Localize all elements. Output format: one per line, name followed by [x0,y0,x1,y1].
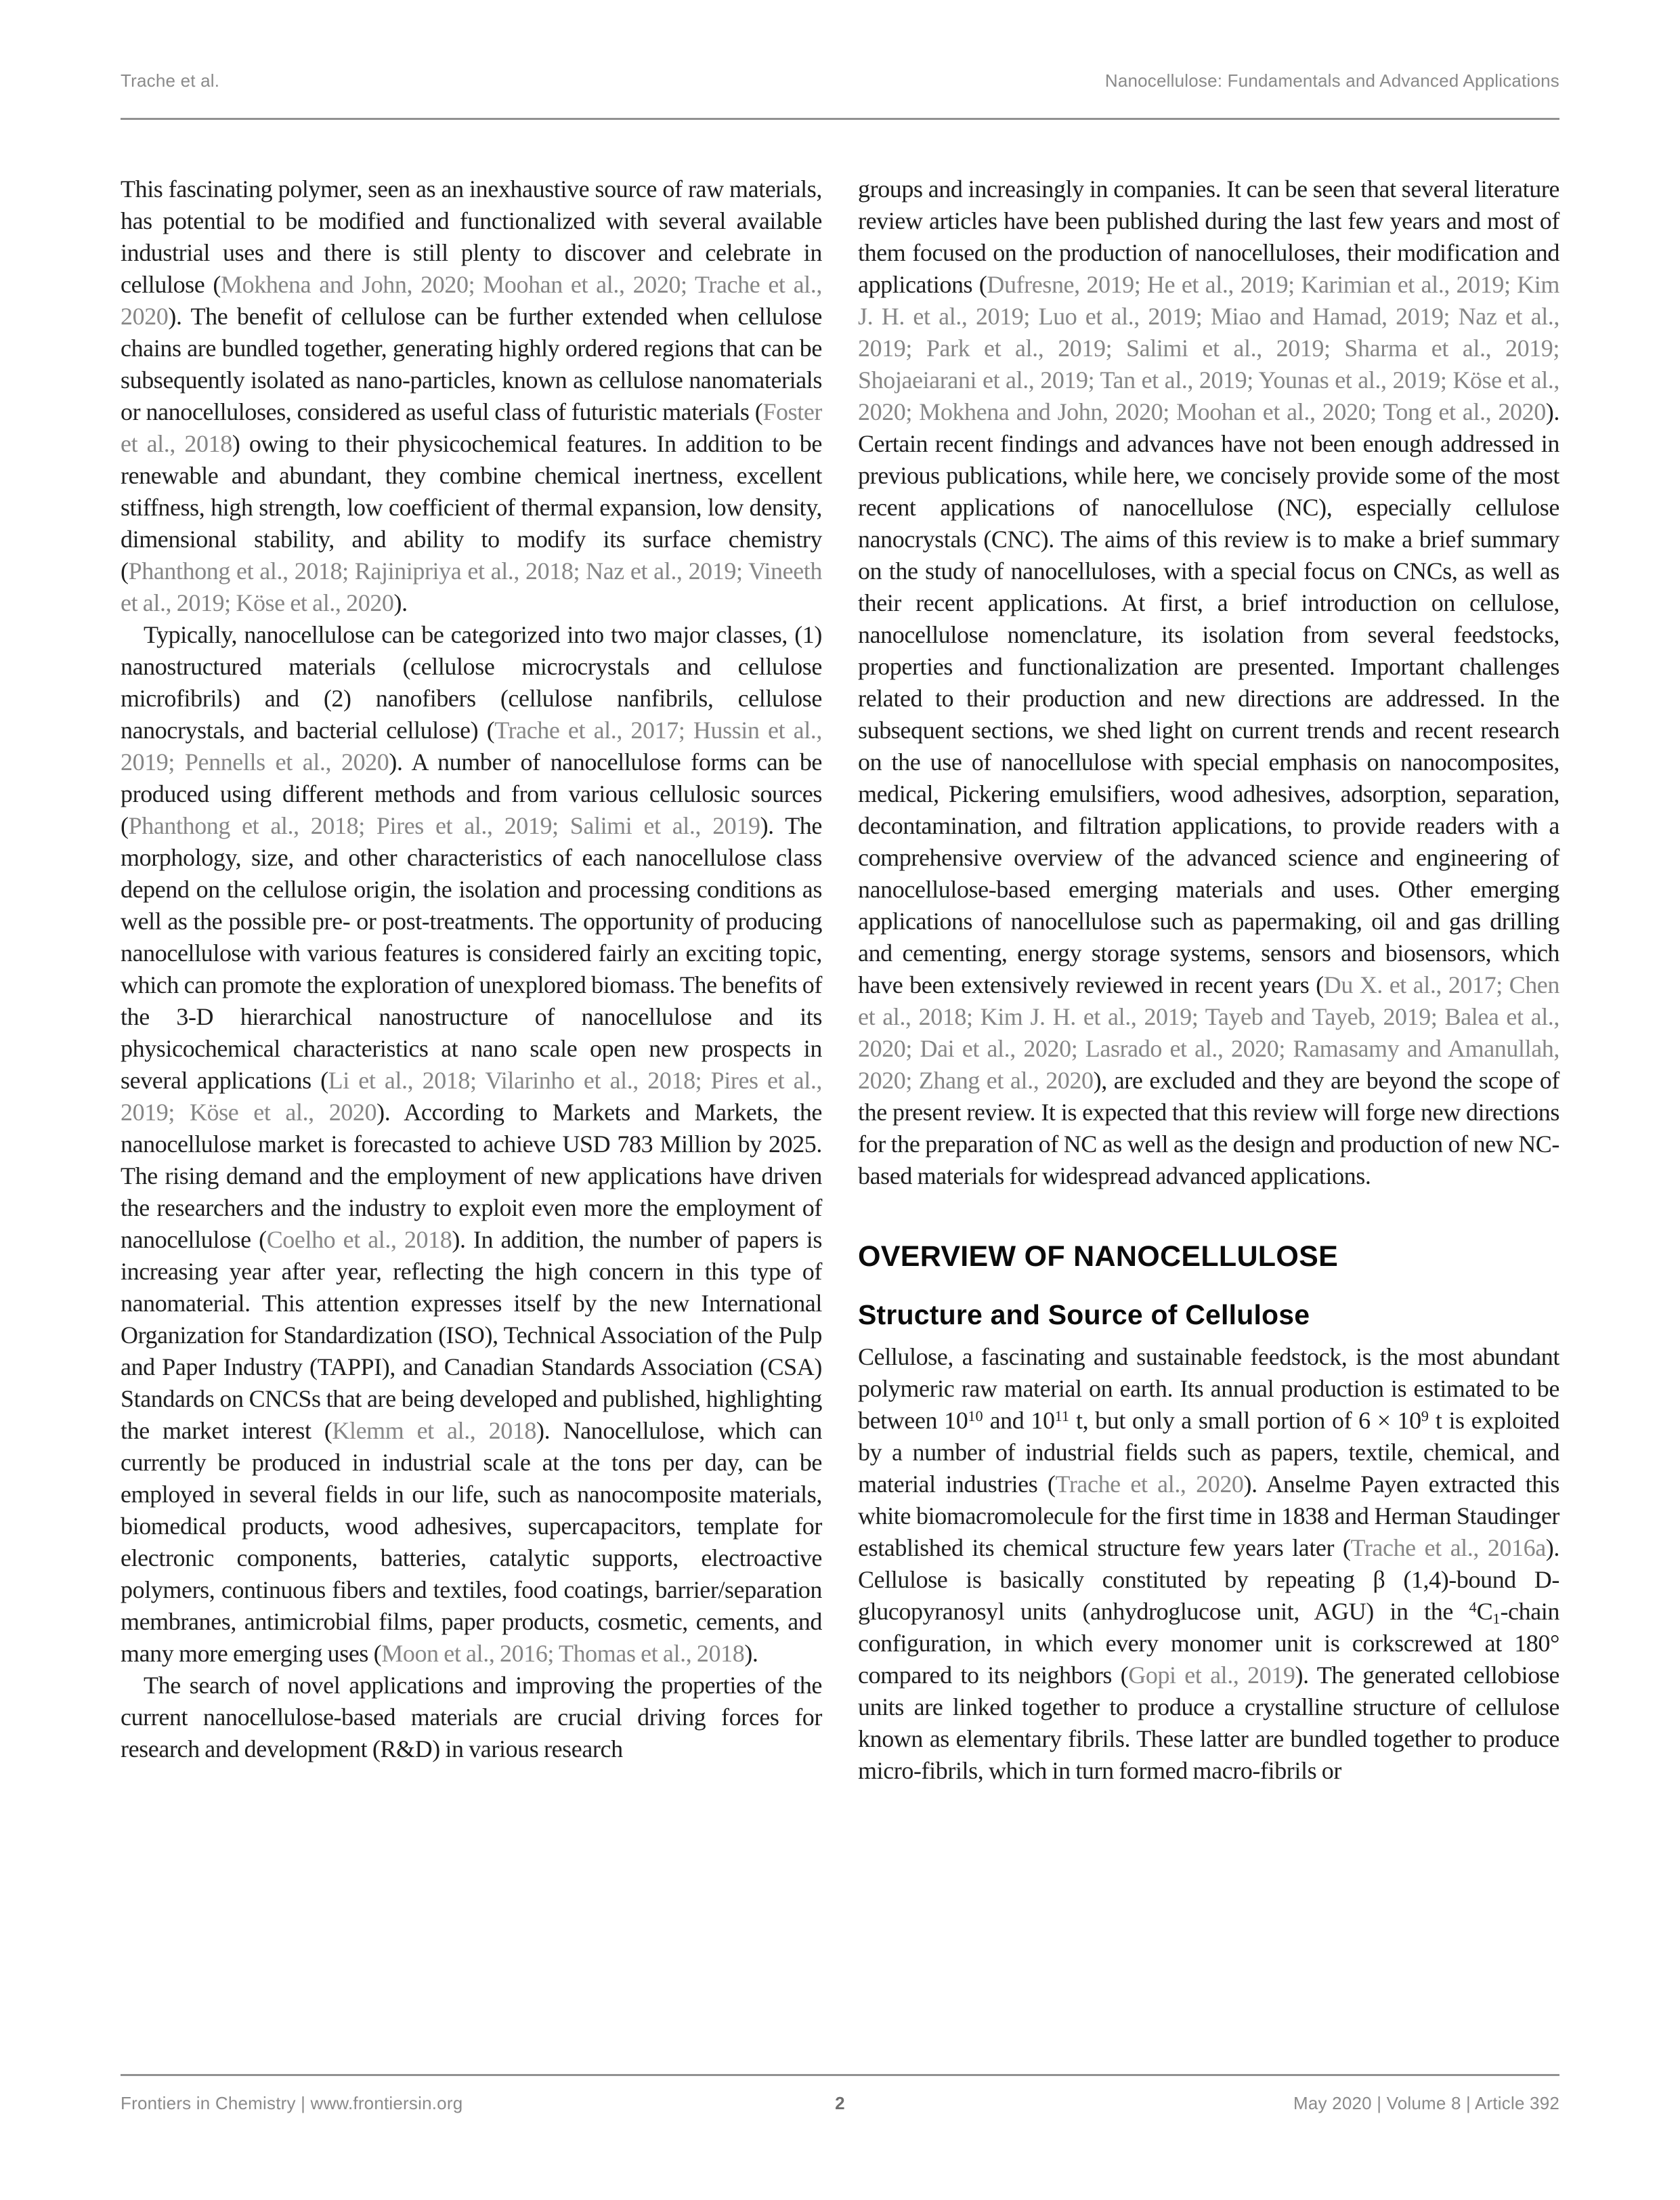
paragraph: Typically, nanocellulose can be categorized into two major classes, (1) nanostructured materials (cellulose microcrystals and cellulose microfibrils) and (2) nanofibers (cellulose nanfibrils, cellulose nanocrystals, and bacterial cellulose) (Trache et al., 2017; Hussin et al., 2019; Pennells et al., 2020). A number of nanocellulose forms can be produced using different methods and from various cellulosic sources (Phanthong et al., 2018; Pires et al., 2019; Salimi et al., 2019). The morphology, size, and other characteristics of each nanocellulose class depend on the cellulose origin, the isolation and processing conditions as well as the possible pre- or post-treatments. The opportunity of producing nanocellulose with various features is considered fairly an exciting topic, which can promote the exploration of unexplored biomass. The benefits of the 3-D hierarchical nanostructure of nanocellulose and its physicochemical characteristics at nano scale open new prospects in several applications (Li et al., 2018; Vilarinho et al., 2018; Pires et al., 2019; Köse et al., 2020). According to Markets and Markets, the nanocellulose market is forecasted to achieve USD 783 Million by 2025. The rising demand and the employment of new applications have driven the researchers and the industry to exploit even more the employment of nanocellulose (Coelho et al., 2018). In addition, the number of papers is increasing year after year, reflecting the high concern in this type of nanomaterial. This attention expresses itself by the new International Organization for Standardization (ISO), Technical Association of the Pulp and Paper Industry (TAPPI), and Canadian Standards Association (CSA) Standards on CNCSs that are being developed and published, highlighting the market interest (Klemm et al., 2018). Nanocellulose, which can currently be produced in industrial scale at the tons per day, can be employed in several fields in our life, such as nanocomposite materials, biomedical products, wood adhesives, supercapacitors, template for electronic components, batteries, catalytic supports, electroactive polymers, continuous fibers and textiles, food coatings, barrier/separation membranes, antimicrobial films, paper products, cosmetic, cements, and many more emerging uses (Moon et al., 2016; Thomas et al., 2018). [121,621,823,1667]
superscript: 4 [1469,1598,1477,1615]
header-running-title: Nanocellulose: Fundamentals and Advanced Applications [1104,70,1559,91]
paragraph: groups and increasingly in companies. It can be seen that several literature review articles have been published during the last few years and most of them focused on the production of nanocelluloses, their modification and applications (Dufresne, 2019; He et al., 2019; Karimian et al., 2019; Kim J. H. et al., 2019; Luo et al., 2019; Miao and Hamad, 2019; Naz et al., 2019; Park et al., 2019; Salimi et al., 2019; Sharma et al., 2019; Shojaeiarani et al., 2019; Tan et al., 2019; Younas et al., 2019; Köse et al., 2020; Mokhena and John, 2020; Moohan et al., 2020; Tong et al., 2020). Certain recent findings and advances have not been enough addressed in previous publications, while here, we concisely provide some of the most recent applications of nanocellulose (NC), especially cellulose nanocrystals (CNC). The aims of this review is to make a brief summary on the study of nanocelluloses, with a special focus on CNCs, as well as their recent applications. At first, a brief introduction on cellulose, nanocellulose nomenclature, its isolation from several feedstocks, properties and functionalization are presented. Important challenges related to their production and new directions are addressed. In the subsequent sections, we shed light on current trends and recent research on the use of nanocellulose with special emphasis on nanocomposites, medical, Pickering emulsifiers, wood adhesives, adsorption, separation, decontamination, and filtration applications, to provide readers with a comprehensive overview of the advanced science and engineering of nanocellulose-based emerging materials and uses. Other emerging applications of nanocellulose such as papermaking, oil and gas drilling and cementing, energy storage systems, sensors and biosensors, which have been extensively reviewed in recent years (Du X. et al., 2017; Chen et al., 2018; Kim J. H. et al., 2019; Tayeb and Tayeb, 2019; Balea et al., 2020; Dai et al., 2020; Lasrado et al., 2020; Ramasamy and Amanullah, 2020; Zhang et al., 2020), are excluded and they are beyond the scope of the present review. It is expected that this review will forge new directions for the preparation of NC as well as the design and production of new NC-based materials for widespread advanced applications. [858,175,1559,1189]
footer-page-number: 2 [835,2093,845,2113]
citation: Trache et al., 2020 [1055,1471,1244,1498]
citation: Li et al., 2018; Vilarinho et al., 2018; Pires et al., 2019; Köse et al., 2020 [121,1067,823,1126]
header-author: Trache et al. [121,70,220,91]
citation: Mokhena and John, 2020; Moohan et al., 2020; Trache et al., 2020 [121,271,822,330]
right-column [858,173,1559,1787]
citation: Coelho et al., 2018 [266,1226,452,1253]
superscript: 10 [968,1407,983,1424]
subsection-heading: Structure and Source of Cellulose [858,1299,1310,1330]
footer-journal: Frontiers in Chemistry | www.frontiersin.org [121,2093,463,2113]
paragraph: The search of novel applications and improving the properties of the current nanocellulose-based materials are crucial driving forces for research and development (R&D) in various research [121,1672,822,1762]
page-footer [121,2093,1559,2114]
footer-issue: May 2020 | Volume 8 | Article 392 [1293,2093,1560,2113]
citation: Foster et al., 2018 [121,398,822,457]
superscript: 9 [1421,1407,1429,1424]
left-column [121,173,822,1765]
section-heading: OVERVIEW OF NANOCELLULOSE [858,1240,1339,1273]
citation: Phanthong et al., 2018; Rajinipriya et al., 2018; Naz et al., 2019; Vineeth et al., 2019; Köse et al., 2020 [121,557,822,616]
citation: Klemm et al., 2018 [332,1417,537,1444]
paragraph: Cellulose, a fascinating and sustainable feedstock, is the most abundant polymeric raw material on earth. Its annual production is estimated to be between $10^{10}$ and $10^{11}$ t, but only a small portion of $6 \times 10^9$ t is exploited by a number of industrial fields such as papers, textile, chemical, and material industries (Trache et al., 2020). Anselme Payen extracted this white biomacromolecule for the first time in 1838 and Herman Staudinger established its chemical structure few years later (Trache et al., 2016a). Cellulose is basically constituted by repeating β (1,4)-bound D-glucopyranosyl units (anhydroglucose unit, AGU) in the $^4C_1$-chain configuration, in which every monomer unit is corkscrewed at 180° compared to its neighbors (Gopi et al., 2019). The generated cellobiose units are linked together to produce a crystalline structure of cellulose known as elementary fibrils. These latter are bundled together to produce micro-fibrils, which in turn formed macro-fibrils or [858,1343,1560,1784]
citation: Trache et al., 2017; Hussin et al., 2019; Pennells et al., 2020 [121,717,822,776]
footer-divider [121,2074,1559,2076]
citation: Gopi et al., 2019 [1128,1662,1295,1689]
page-header [121,70,1559,91]
citation: Moon et al., 2016; Thomas et al., 2018 [381,1640,745,1667]
citation: Du X. et al., 2017; Chen et al., 2018; Kim J. H. et al., 2019; Tayeb and Tayeb, 2019; Balea et al., 2020; Dai et al., 2020; Lasrado et al., 2020; Ramasamy and Amanullah, 2020; Zhang et al., 2020 [858,971,1559,1094]
superscript: 11 [1054,1407,1070,1424]
citation: Dufresne, 2019; He et al., 2019; Karimian et al., 2019; Kim J. H. et al., 2019; Luo et al., 2019; Miao and Hamad, 2019; Naz et al., 2019; Park et al., 2019; Salimi et al., 2019; Sharma et al., 2019; Shojaeiarani et al., 2019; Tan et al., 2019; Younas et al., 2019; Köse et al., 2020; Mokhena and John, 2020; Moohan et al., 2020; Tong et al., 2020 [858,271,1559,425]
subscript: 1 [1492,1610,1501,1628]
citation: Phanthong et al., 2018; Pires et al., 2019; Salimi et al., 2019 [128,812,760,839]
paragraph: This fascinating polymer, seen as an inexhaustive source of raw materials, has potential to be modified and functionalized with several available industrial uses and there is still plenty to discover and celebrate in cellulose (Mokhena and John, 2020; Moohan et al., 2020; Trache et al., 2020). The benefit of cellulose can be further extended when cellulose chains are bundled together, generating highly ordered regions that can be subsequently isolated as nano-particles, known as cellulose nanomaterials or nanocelluloses, considered as useful class of futuristic materials (Foster et al., 2018) owing to their physicochemical features. In addition to be renewable and abundant, they combine chemical inertness, excellent stiffness, high strength, low coefficient of thermal expansion, low density, dimensional stability, and ability to modify its surface chemistry (Phanthong et al., 2018; Rajinipriya et al., 2018; Naz et al., 2019; Vineeth et al., 2019; Köse et al., 2020). [121,175,822,616]
header-divider [121,118,1559,120]
citation: Trache et al., 2016a [1350,1534,1546,1561]
